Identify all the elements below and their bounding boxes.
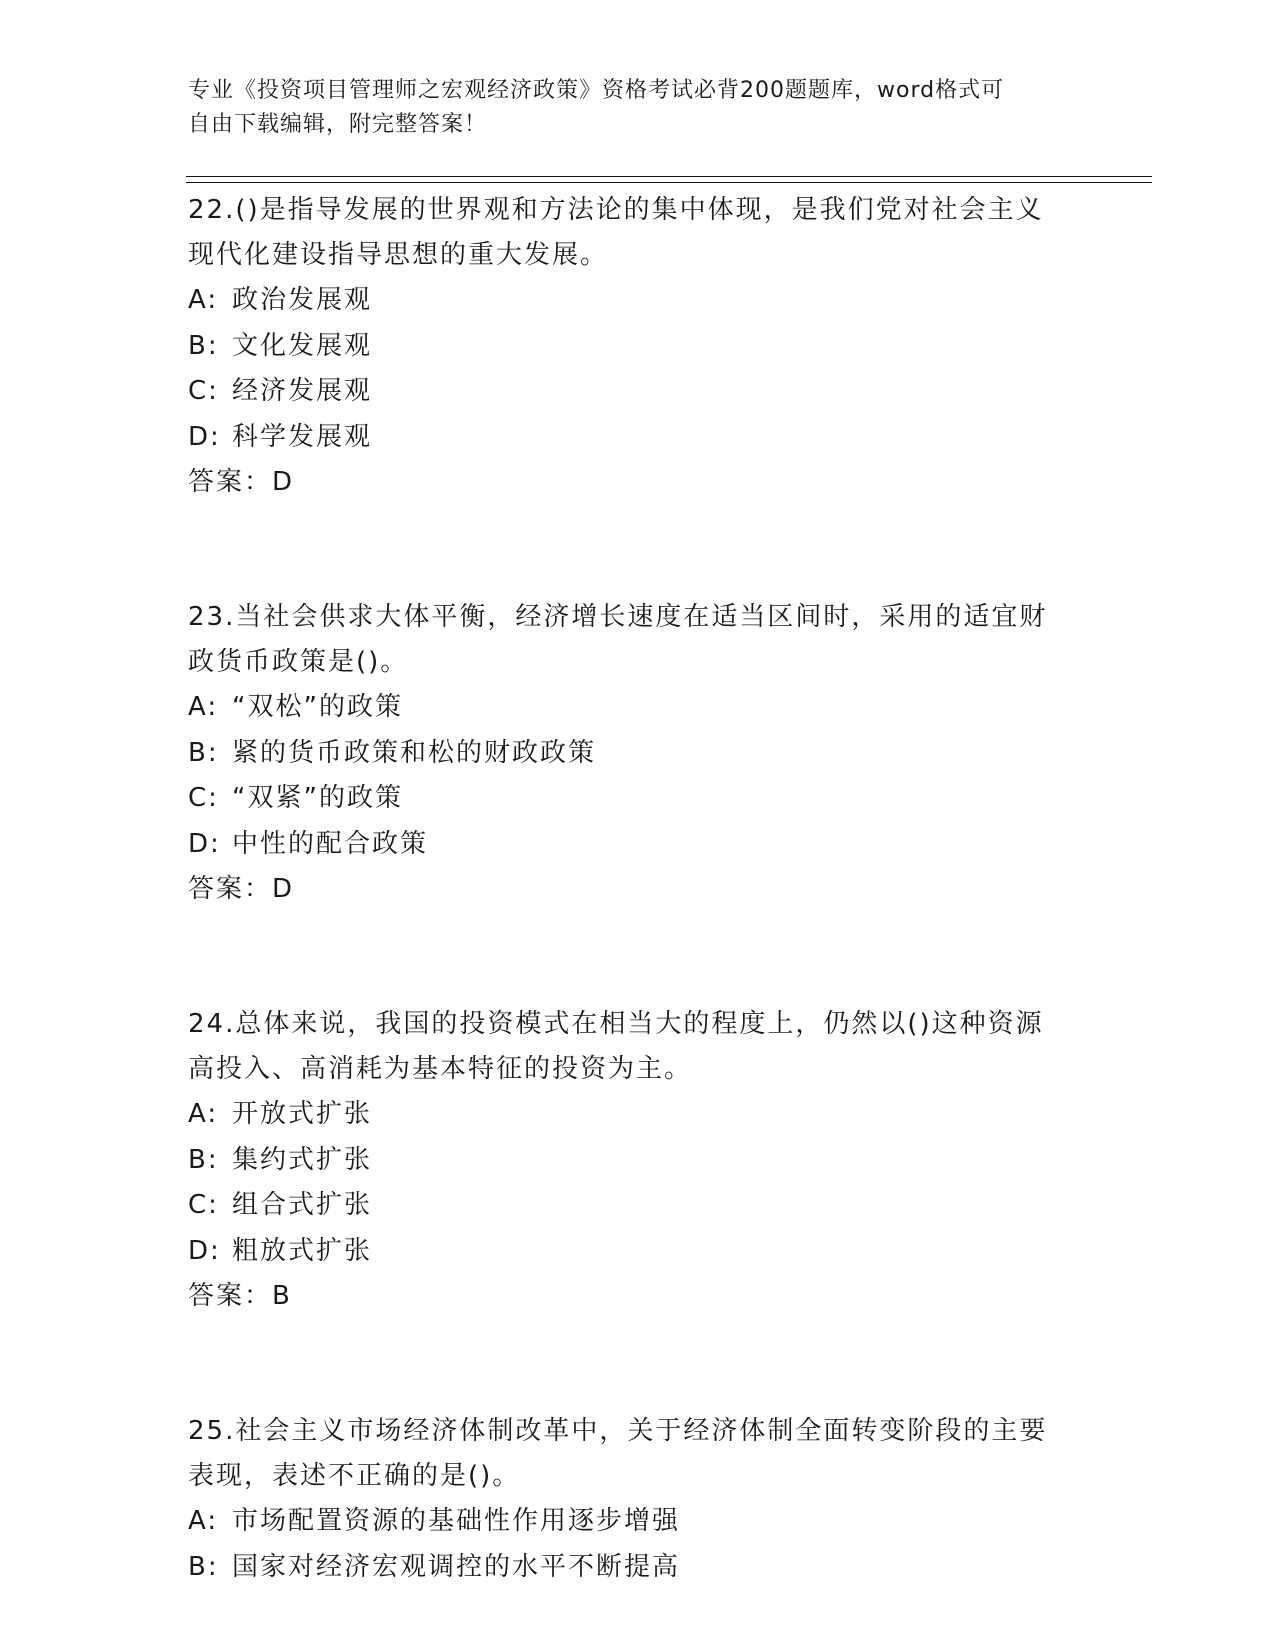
- option-letter: A:: [188, 1506, 219, 1536]
- option-a: [188, 685, 1088, 731]
- option-b: [188, 1545, 1088, 1591]
- option-text: 紧的货币政策和松的财政政策: [232, 737, 597, 768]
- option-letter: B:: [188, 1144, 219, 1175]
- question-stem: 24.总体来说，我国的投资模式在相当大的程度上，仍然以()这种资源: [188, 1009, 1044, 1039]
- question-stem-continued: 政货币政策是()。: [188, 647, 409, 677]
- option-c: [188, 776, 1088, 822]
- option-letter: D:: [188, 421, 221, 452]
- spacer: [188, 912, 1088, 1002]
- option-text: 科学发展观: [232, 421, 373, 452]
- header-line-1: 专业《投资项目管理师之宏观经济政策》资格考试必背200题题库，word格式可: [188, 78, 1005, 103]
- header-line-2: 自由下载编辑，附完整答案！: [188, 112, 488, 137]
- header-divider-top: [186, 176, 1152, 177]
- question-22: [188, 188, 1088, 505]
- option-d: [188, 415, 1088, 461]
- option-text: 经济发展观: [232, 376, 373, 406]
- option-letter: D:: [188, 828, 221, 859]
- option-c: [188, 1183, 1088, 1229]
- answer-line: 答案：D: [188, 874, 295, 904]
- option-c: [188, 369, 1088, 415]
- question-stem-continued: 现代化建设指导思想的重大发展。: [188, 240, 609, 270]
- option-letter: C:: [188, 783, 219, 813]
- question-list: [188, 188, 1088, 1590]
- option-letter: B:: [188, 330, 219, 361]
- option-b: [188, 324, 1088, 370]
- option-text: 政治发展观: [232, 285, 373, 315]
- question-stem: 22.()是指导发展的世界观和方法论的集中体现，是我们党对社会主义: [188, 195, 1044, 225]
- option-letter: B:: [188, 1551, 219, 1582]
- option-a: [188, 278, 1088, 324]
- option-letter: A:: [188, 1099, 219, 1129]
- question-stem-continued: 高投入、高消耗为基本特征的投资为主。: [188, 1054, 693, 1084]
- option-b: [188, 731, 1088, 777]
- option-a: [188, 1092, 1088, 1138]
- option-text: 市场配置资源的基础性作用逐步增强: [232, 1506, 681, 1536]
- option-text: 集约式扩张: [232, 1144, 373, 1175]
- option-a: [188, 1499, 1088, 1545]
- spacer: [188, 1319, 1088, 1409]
- option-text: “双松”的政策: [232, 692, 403, 722]
- option-text: 中性的配合政策: [232, 828, 429, 859]
- option-letter: C:: [188, 1190, 219, 1220]
- question-stem: 25.社会主义市场经济体制改革中，关于经济体制全面转变阶段的主要: [188, 1416, 1048, 1446]
- option-letter: C:: [188, 376, 219, 406]
- question-stem: 23.当社会供求大体平衡，经济增长速度在适当区间时，采用的适宜财: [188, 602, 1048, 632]
- option-letter: A:: [188, 692, 219, 722]
- answer-line: 答案：B: [188, 1281, 292, 1311]
- spacer: [188, 505, 1088, 595]
- question-stem-continued: 表现，表述不正确的是()。: [188, 1461, 521, 1491]
- option-text: 组合式扩张: [232, 1190, 373, 1220]
- option-text: 文化发展观: [232, 330, 373, 361]
- option-letter: B:: [188, 737, 219, 768]
- option-text: 开放式扩张: [232, 1099, 373, 1129]
- question-23: [188, 595, 1088, 912]
- option-b: [188, 1138, 1088, 1184]
- document-header: [188, 74, 1088, 142]
- option-d: [188, 822, 1088, 868]
- option-text: 粗放式扩张: [232, 1235, 373, 1266]
- option-text: “双紧”的政策: [232, 783, 403, 813]
- header-divider-bottom: [186, 182, 1152, 183]
- question-25: [188, 1409, 1088, 1590]
- option-text: 国家对经济宏观调控的水平不断提高: [232, 1551, 681, 1582]
- answer-line: 答案：D: [188, 467, 295, 497]
- question-24: [188, 1002, 1088, 1319]
- option-letter: A:: [188, 285, 219, 315]
- option-letter: D:: [188, 1235, 221, 1266]
- option-d: [188, 1229, 1088, 1275]
